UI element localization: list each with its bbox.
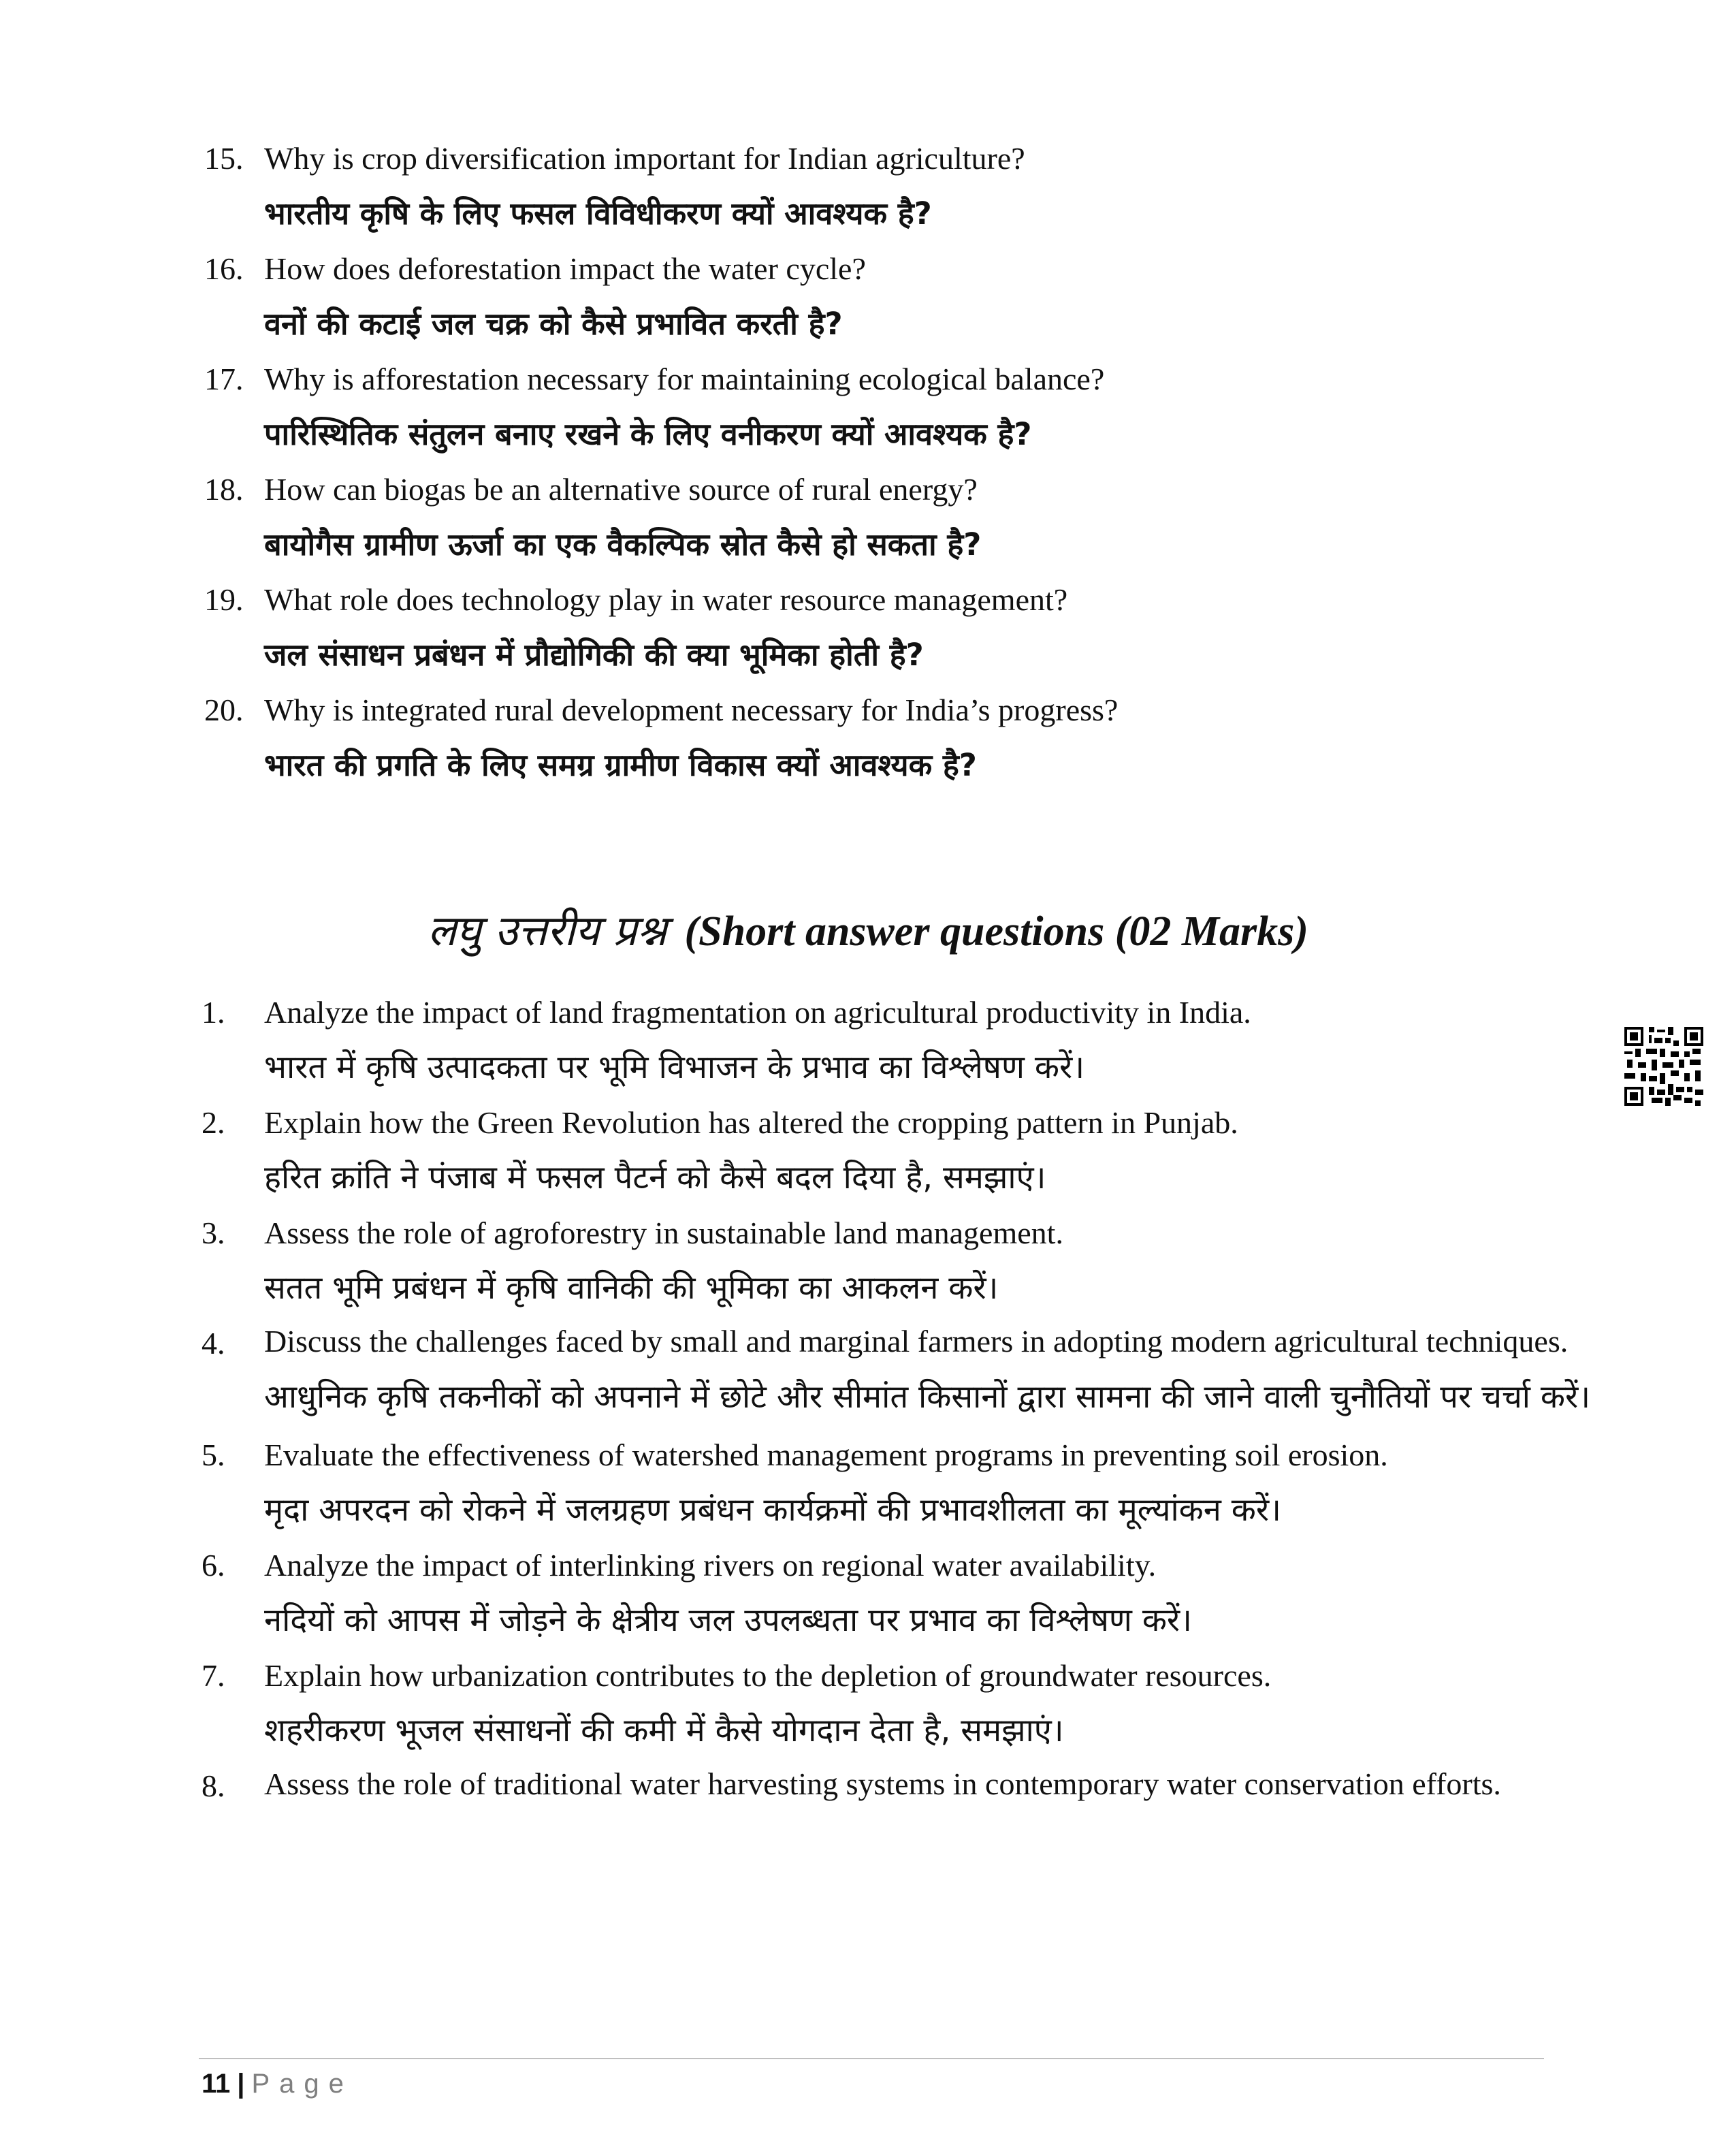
- question-text-english: Analyze the impact of interlinking rivers on regional water availability.: [264, 1548, 1157, 1583]
- question-number: 8.: [202, 1768, 225, 1803]
- question-text-english: How does deforestation impact the water cycle?: [264, 251, 866, 286]
- question-text-hindi: आधुनिक कृषि तकनीकों को अपनाने में छोटे और सीमांत किसानों द्वारा सामना की जाने वाली चुनौतियों पर चर्चा करें।: [264, 1378, 1591, 1416]
- question-number: 20.: [204, 693, 244, 727]
- question-number: 4.: [202, 1326, 225, 1361]
- question-item: [0, 245, 1736, 355]
- question-number: 18.: [204, 472, 244, 507]
- short-question-list: [0, 989, 1736, 1806]
- question-item: [0, 1431, 1736, 1542]
- question-text-hindi: बायोगैस ग्रामीण ऊर्जा का एक वैकल्पिक स्रोत कैसे हो सकता है?: [264, 526, 982, 562]
- question-text-hindi: हरित क्रांति ने पंजाब में फसल पैटर्न को कैसे बदल दिया है, समझाएं।: [264, 1159, 1046, 1196]
- question-item: [0, 989, 1736, 1099]
- question-text-english: Assess the role of traditional water harvesting systems in contemporary water conservation efforts.: [264, 1766, 1501, 1801]
- question-text-english: Assess the role of agroforestry in sustainable land management.: [264, 1216, 1063, 1250]
- page-footer: [202, 2063, 353, 2104]
- section-heading: [0, 900, 1736, 962]
- question-number: 15.: [204, 141, 244, 176]
- question-item: [0, 686, 1736, 797]
- question-number: 7.: [202, 1658, 225, 1693]
- question-item: [0, 1652, 1736, 1762]
- section-heading-english: (Short answer questions (02 Marks): [684, 908, 1308, 955]
- question-text-hindi: मृदा अपरदन को रोकने में जलग्रहण प्रबंधन कार्यक्रमों की प्रभावशीलता का मूल्यांकन करें।: [264, 1491, 1281, 1529]
- question-number: 6.: [202, 1548, 225, 1583]
- footer-separator: |: [237, 2069, 245, 2099]
- question-number: 16.: [204, 251, 244, 286]
- question-number: 1.: [202, 995, 225, 1030]
- qr-code-icon: [1624, 1027, 1703, 1106]
- question-item: [0, 1320, 1736, 1431]
- question-number: 2.: [202, 1105, 225, 1140]
- question-text-english: Why is afforestation necessary for maintaining ecological balance?: [264, 362, 1105, 396]
- question-text-english: Analyze the impact of land fragmentation on agricultural productivity in India.: [264, 995, 1251, 1030]
- question-item: [0, 1209, 1736, 1320]
- question-text-hindi: जल संसाधन प्रबंधन में प्रौद्योगिकी की क्या भूमिका होती है?: [264, 637, 924, 673]
- question-number: 5.: [202, 1437, 225, 1472]
- question-text-english: Discuss the challenges faced by small and marginal farmers in adopting modern agricultural techniques.: [264, 1324, 1569, 1358]
- question-text-hindi: भारत की प्रगति के लिए समग्र ग्रामीण विकास क्यों आवश्यक है?: [264, 747, 977, 783]
- question-item: [0, 466, 1736, 576]
- question-item: [0, 1099, 1736, 1209]
- question-item: [0, 1762, 1736, 1806]
- question-item: [0, 135, 1736, 245]
- page-number: 11: [202, 2069, 231, 2099]
- question-text-english: Explain how the Green Revolution has altered the cropping pattern in Punjab.: [264, 1105, 1238, 1140]
- question-text-hindi: वनों की कटाई जल चक्र को कैसे प्रभावित करती है?: [264, 306, 843, 342]
- question-text-hindi: भारत में कृषि उत्पादकता पर भूमि विभाजन के प्रभाव का विश्लेषण करें।: [264, 1049, 1085, 1086]
- question-text-english: Explain how urbanization contributes to the depletion of groundwater resources.: [264, 1658, 1272, 1693]
- question-text-english: What role does technology play in water resource management?: [264, 582, 1068, 617]
- question-text-english: Why is crop diversification important for Indian agriculture?: [264, 141, 1025, 176]
- question-text-hindi: भारतीय कृषि के लिए फसल विविधीकरण क्यों आवश्यक है?: [264, 195, 932, 232]
- footer-divider: [199, 2058, 1544, 2059]
- very-short-question-list: [0, 135, 1736, 797]
- question-item: [0, 1542, 1736, 1652]
- question-text-hindi: सतत भूमि प्रबंधन में कृषि वानिकी की भूमिका का आकलन करें।: [264, 1269, 999, 1307]
- question-text-hindi: पारिस्थितिक संतुलन बनाए रखने के लिए वनीकरण क्यों आवश्यक है?: [264, 416, 1032, 452]
- question-item: [0, 576, 1736, 686]
- question-number: 17.: [204, 362, 244, 396]
- question-item: [0, 355, 1736, 466]
- question-number: 3.: [202, 1216, 225, 1250]
- question-text-hindi: शहरीकरण भूजल संसाधनों की कमी में कैसे योगदान देता है, समझाएं।: [264, 1712, 1064, 1749]
- question-text-hindi: नदियों को आपस में जोड़ने के क्षेत्रीय जल उपलब्धता पर प्रभाव का विश्लेषण करें।: [264, 1602, 1192, 1639]
- question-text-english: Evaluate the effectiveness of watershed management programs in preventing soil erosion.: [264, 1437, 1388, 1472]
- page-label: Page: [251, 2069, 353, 2099]
- section-heading-hindi: लघु उत्तरीय प्रश्न: [428, 906, 667, 955]
- question-text-english: How can biogas be an alternative source of rural energy?: [264, 472, 978, 507]
- question-number: 19.: [204, 582, 244, 617]
- question-text-english: Why is integrated rural development necessary for India’s progress?: [264, 693, 1119, 727]
